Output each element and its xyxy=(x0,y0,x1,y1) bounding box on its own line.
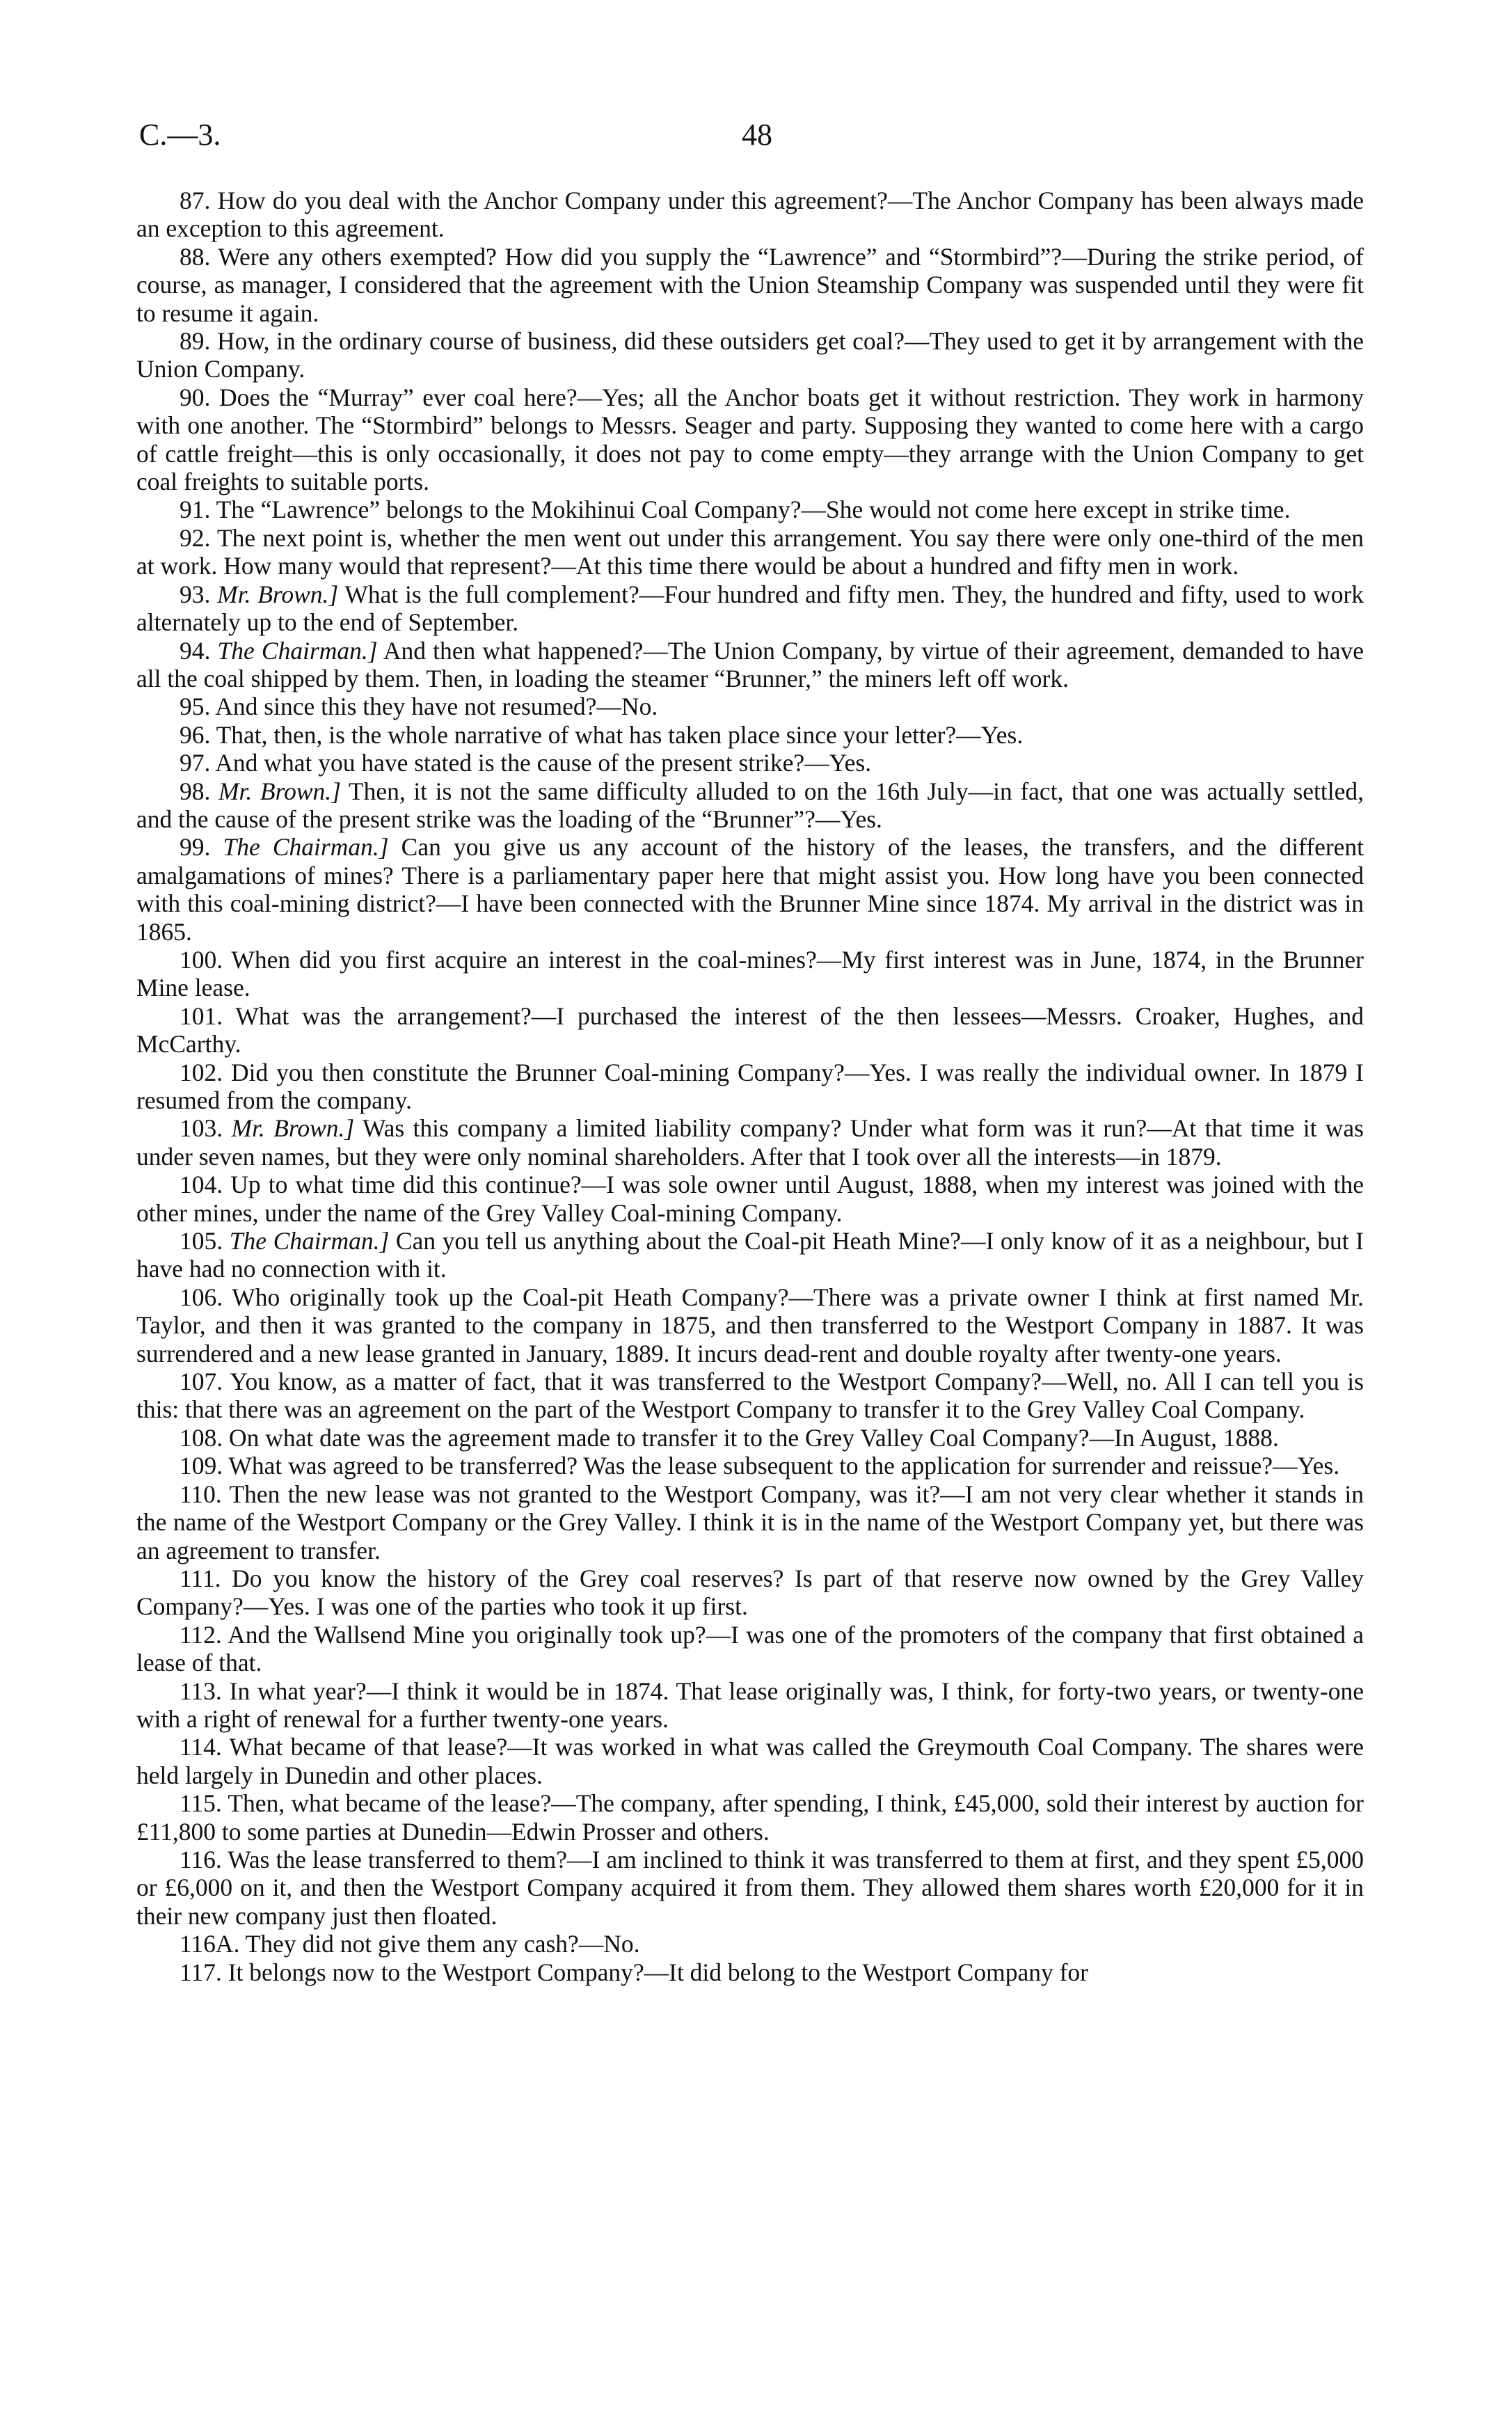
question-paragraph xyxy=(136,749,1364,777)
question-number: 113. xyxy=(180,1677,222,1705)
question-paragraph xyxy=(136,1958,1364,1986)
question-answer-text: When did you first acquire an interest in the coal-mines?—My first interest was in June, 1874, in the Brunner Mine lease. xyxy=(136,945,1364,1002)
question-answer-text: The “Lawrence” belongs to the Mokihinui Coal Company?—She would not come here except in strike time. xyxy=(216,496,1291,524)
question-answer-text: Who originally took up the Coal-pit Heath Company?—There was a private owner I think at first named Mr. Taylor, and then it was granted to the company in 1875, and then transferred to the Westport Company in 1887. It was surrendered and a new lease granted in January, 1889. It incurs dead-rent and double royalty after twenty-one years. xyxy=(136,1283,1364,1368)
question-answer-text: You know, as a matter of fact, that it was transferred to the Westport Company?—Well, no. All I can tell you is this: that there was an agreement on the part of the Westport Company to transfer it to the Grey Valley Coal Company. xyxy=(136,1368,1364,1424)
question-number: 105. xyxy=(180,1227,223,1255)
question-answer-text: They did not give them any cash?—No. xyxy=(245,1930,640,1958)
question-number: 111. xyxy=(180,1564,221,1592)
question-answer-text: Can you give us any account of the history of the leases, the transfers, and the different amalgamations of mines? There is a parliamentary paper here that might assist you. How long have you been connected with this coal-mining district?—I have been connected with the Brunner Mine since 1874. My arrival in the district was in 1865. xyxy=(136,833,1364,946)
question-answer-text: What became of that lease?—It was worked in what was called the Greymouth Coal Company. The shares were held largely in Dunedin and other places. xyxy=(136,1733,1364,1789)
question-answer-text: Then the new lease was not granted to the Westport Company, was it?—I am not very clear whether it stands in the name of the Westport Company or the Grey Valley. I think it is in the name of the Westport Company yet, but there was an agreement to transfer. xyxy=(136,1480,1364,1564)
question-paragraph xyxy=(136,1171,1364,1227)
question-number: 103. xyxy=(180,1114,223,1143)
question-paragraph xyxy=(136,1002,1364,1059)
question-paragraph xyxy=(136,946,1364,1002)
question-number: 101. xyxy=(180,1001,223,1030)
question-number: 107. xyxy=(180,1368,223,1396)
question-answer-text: That, then, is the whole narrative of what has taken place since your letter?—Yes. xyxy=(216,720,1024,749)
question-number: 99. xyxy=(180,833,211,862)
question-answer-text: It belongs now to the Westport Company?—It did belong to the Westport Company for xyxy=(228,1958,1088,1986)
question-number: 89. xyxy=(180,327,211,356)
question-paragraph xyxy=(136,1564,1364,1621)
question-paragraph xyxy=(136,692,1364,720)
question-number: 91. xyxy=(180,496,211,524)
question-answer-text: Was this company a limited liability company? Under what form was it run?—At that time it was under seven names, but they were only nominal shareholders. After that I took over all the interests—in 1879. xyxy=(136,1114,1364,1171)
question-paragraph xyxy=(136,496,1364,523)
question-answer-text: What was the arrangement?—I purchased the interest of the then lessees—Messrs. Croaker, Hughes, and McCarthy. xyxy=(136,1001,1364,1059)
question-number: 104. xyxy=(180,1171,223,1199)
question-number: 100. xyxy=(180,945,223,974)
question-number: 93. xyxy=(180,580,211,608)
question-number: 116. xyxy=(180,1845,222,1873)
question-number: 92. xyxy=(180,523,211,552)
question-number: 97. xyxy=(180,749,211,777)
question-number: 110. xyxy=(180,1480,222,1508)
question-number: 115. xyxy=(180,1789,222,1818)
page-number: 48 xyxy=(742,118,772,152)
question-answer-text: The next point is, whether the men went out under this arrangement. You say there were only one-third of the men at work. How many would that represent?—At this time there would be about a hundred and fifty men in work. xyxy=(136,523,1364,580)
question-number: 117. xyxy=(180,1958,222,1986)
question-paragraph xyxy=(136,1368,1364,1424)
question-number: 94. xyxy=(180,636,211,665)
question-paragraph xyxy=(136,777,1364,834)
question-number: 112. xyxy=(180,1620,222,1649)
question-answer-text: What is the full complement?—Four hundred and fifty men. They, the hundred and fifty, used to work alternately up to the end of September. xyxy=(136,580,1364,637)
question-answer-text: Then, it is not the same difficulty alluded to on the 16th July—in fact, that one was actually settled, and the cause of the present strike was the loading of the “Brunner”?—Yes. xyxy=(136,777,1364,833)
question-paragraph xyxy=(136,721,1364,749)
question-number: 102. xyxy=(180,1058,223,1086)
question-paragraph xyxy=(136,1930,1364,1958)
question-paragraph xyxy=(136,1677,1364,1734)
question-answer-text: Does the “Murray” ever coal here?—Yes; all the Anchor boats get it without restriction. They work in harmony with one another. The “Stormbird” belongs to Messrs. Seager and party. Supposing they wanted to come here with a cargo of cattle freight—this is only occasionally, it does not pay to come empty—they arrange with the Union Company to get coal freights to suitable ports. xyxy=(136,383,1364,496)
question-paragraph xyxy=(136,833,1364,946)
question-paragraph xyxy=(136,1789,1364,1846)
question-answer-text: Up to what time did this continue?—I was sole owner until August, 1888, when my interest was joined with the other mines, under the name of the Grey Valley Coal-mining Company. xyxy=(136,1171,1364,1227)
question-answer-text: Can you tell us anything about the Coal-pit Heath Mine?—I only know of it as a neighbour, but I have had no connection with it. xyxy=(136,1227,1364,1283)
question-paragraph xyxy=(136,1846,1364,1930)
question-answer-text: What was agreed to be transferred? Was the lease subsequent to the application for surrender and reissue?—Yes. xyxy=(228,1452,1340,1480)
question-answer-text: In what year?—I think it would be in 1874. That lease originally was, I think, for forty-two years, or twenty-one with a right of renewal for a further twenty-one years. xyxy=(136,1677,1364,1733)
question-number: 88. xyxy=(180,242,211,271)
question-number: 114. xyxy=(180,1733,222,1761)
speaker-name: Mr. Brown.] xyxy=(218,777,341,805)
question-paragraph xyxy=(136,1424,1364,1452)
question-number: 87. xyxy=(180,187,211,214)
question-number: 90. xyxy=(180,383,211,411)
question-number: 98. xyxy=(180,777,211,805)
speaker-name: Mr. Brown.] xyxy=(217,580,339,608)
question-answer-text: Do you know the history of the Grey coal reserves? Is part of that reserve now owned by the Grey Valley Company?—Yes. I was one of the parties who took it up first. xyxy=(136,1564,1364,1621)
question-answer-text: Was the lease transferred to them?—I am inclined to think it was transferred to them at first, and they spent £5,000 or £6,000 on it, and then the Westport Company acquired it from them. They allowed them shares worth £20,000 for it in their new company just then floated. xyxy=(136,1845,1364,1930)
question-paragraph xyxy=(136,1621,1364,1677)
question-paragraph xyxy=(136,524,1364,580)
question-number: 96. xyxy=(180,720,211,749)
question-paragraph xyxy=(136,580,1364,637)
speaker-name: Mr. Brown.] xyxy=(231,1114,355,1143)
question-number: 108. xyxy=(180,1423,223,1452)
question-answer-text: Then, what became of the lease?—The company, after spending, I think, £45,000, sold their interest by auction for £11,800 to some parties at Dunedin—Edwin Prosser and others. xyxy=(136,1789,1364,1846)
question-answer-text: Did you then constitute the Brunner Coal-mining Company?—Yes. I was really the individual owner. In 1879 I resumed from the company. xyxy=(136,1058,1364,1114)
question-paragraph xyxy=(136,1227,1364,1283)
document-reference: C.—3. xyxy=(139,118,221,152)
question-number: 116A. xyxy=(180,1930,240,1958)
question-paragraph xyxy=(136,1059,1364,1115)
question-answer-text: On what date was the agreement made to transfer it to the Grey Valley Coal Company?—In August, 1888. xyxy=(229,1423,1279,1452)
question-paragraph xyxy=(136,243,1364,327)
question-answer-text: And then what happened?—The Union Company, by virtue of their agreement, demanded to have all the coal shipped by them. Then, in loading the steamer “Brunner,” the miners left off work. xyxy=(136,636,1364,692)
question-number: 106. xyxy=(180,1283,223,1311)
question-answer-text: How, in the ordinary course of business, did these outsiders get coal?—They used to get it by arrangement with the Union Company. xyxy=(136,327,1364,383)
question-answer-text: And what you have stated is the cause of the present strike?—Yes. xyxy=(215,749,872,777)
question-answer-text: Were any others exempted? How did you supply the “Lawrence” and “Stormbird”?—During the strike period, of course, as manager, I considered that the agreement with the Union Steamship Company was suspended until they were fit to resume it again. xyxy=(136,242,1364,327)
question-answer-text: And since this they have not resumed?—No. xyxy=(215,692,658,721)
question-paragraph xyxy=(136,1733,1364,1789)
speaker-name: The Chairman.] xyxy=(217,636,378,665)
question-answer-text: How do you deal with the Anchor Company under this agreement?—The Anchor Company has been always made an exception to this agreement. xyxy=(136,187,1364,243)
question-paragraph xyxy=(136,1480,1364,1564)
testimony-body xyxy=(136,187,1364,1986)
question-paragraph xyxy=(136,1114,1364,1171)
question-paragraph xyxy=(136,1452,1364,1480)
question-paragraph xyxy=(136,1283,1364,1368)
question-number: 109. xyxy=(180,1452,223,1480)
speaker-name: The Chairman.] xyxy=(223,833,389,862)
speaker-name: The Chairman.] xyxy=(229,1227,390,1255)
question-paragraph xyxy=(136,187,1364,243)
question-paragraph xyxy=(136,637,1364,693)
question-paragraph xyxy=(136,383,1364,496)
question-paragraph xyxy=(136,327,1364,383)
question-answer-text: And the Wallsend Mine you originally took up?—I was one of the promoters of the company that first obtained a lease of that. xyxy=(136,1620,1364,1677)
question-number: 95. xyxy=(180,692,211,721)
